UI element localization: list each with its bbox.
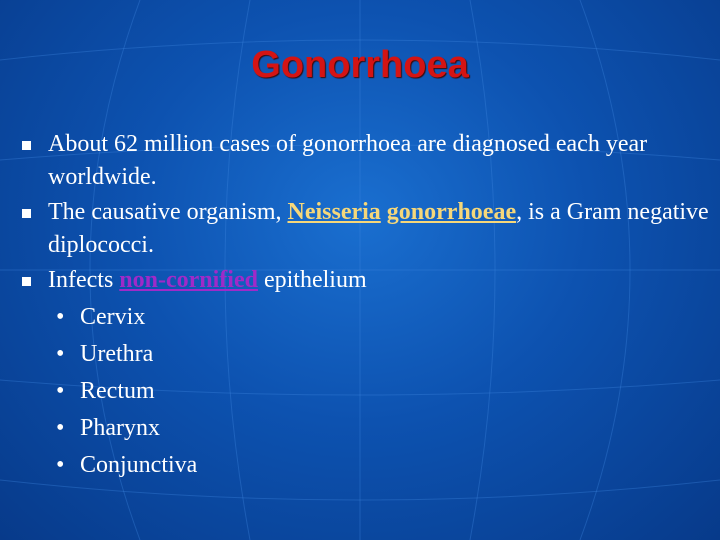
sub-bullet-item	[20, 373, 710, 410]
square-bullet-icon	[22, 277, 31, 286]
dot-bullet-icon: •	[56, 378, 65, 404]
bullet-item	[20, 128, 710, 194]
dot-bullet-icon: •	[56, 452, 65, 478]
square-bullet-icon	[22, 141, 31, 150]
sub-bullet-item	[20, 447, 710, 484]
sub-bullet-item	[20, 410, 710, 447]
bullet-text-post: , is a Gram negative diplococci.	[48, 199, 709, 258]
bullet-text-pre: The causative organism,	[48, 199, 288, 225]
slide-title: Gonorrhoea	[251, 44, 469, 86]
highlighted-term: non-cornified	[119, 267, 258, 293]
sub-bullet-text: Conjunctiva	[80, 452, 198, 478]
slide-content	[20, 128, 710, 484]
bullet-item	[20, 264, 710, 297]
bullet-text: About 62 million cases of gonorrhoea are diagnosed each year worldwide.	[48, 131, 648, 190]
bullet-item	[20, 196, 710, 262]
dot-bullet-icon: •	[56, 304, 65, 330]
highlighted-term: gonorrhoeae	[386, 199, 517, 225]
dot-bullet-icon: •	[56, 415, 65, 441]
sub-bullet-text: Pharynx	[80, 415, 160, 441]
dot-bullet-icon: •	[56, 341, 65, 367]
sub-bullet-text: Urethra	[80, 341, 154, 367]
sub-bullet-item	[20, 299, 710, 336]
highlighted-term: Neisseria	[287, 199, 381, 225]
sub-bullet-item	[20, 336, 710, 373]
bullet-text-post: epithelium	[257, 267, 367, 293]
square-bullet-icon	[22, 209, 31, 218]
bullet-text-pre: Infects	[48, 267, 120, 293]
sub-bullet-text: Rectum	[80, 378, 155, 404]
sub-bullet-text: Cervix	[80, 304, 146, 330]
